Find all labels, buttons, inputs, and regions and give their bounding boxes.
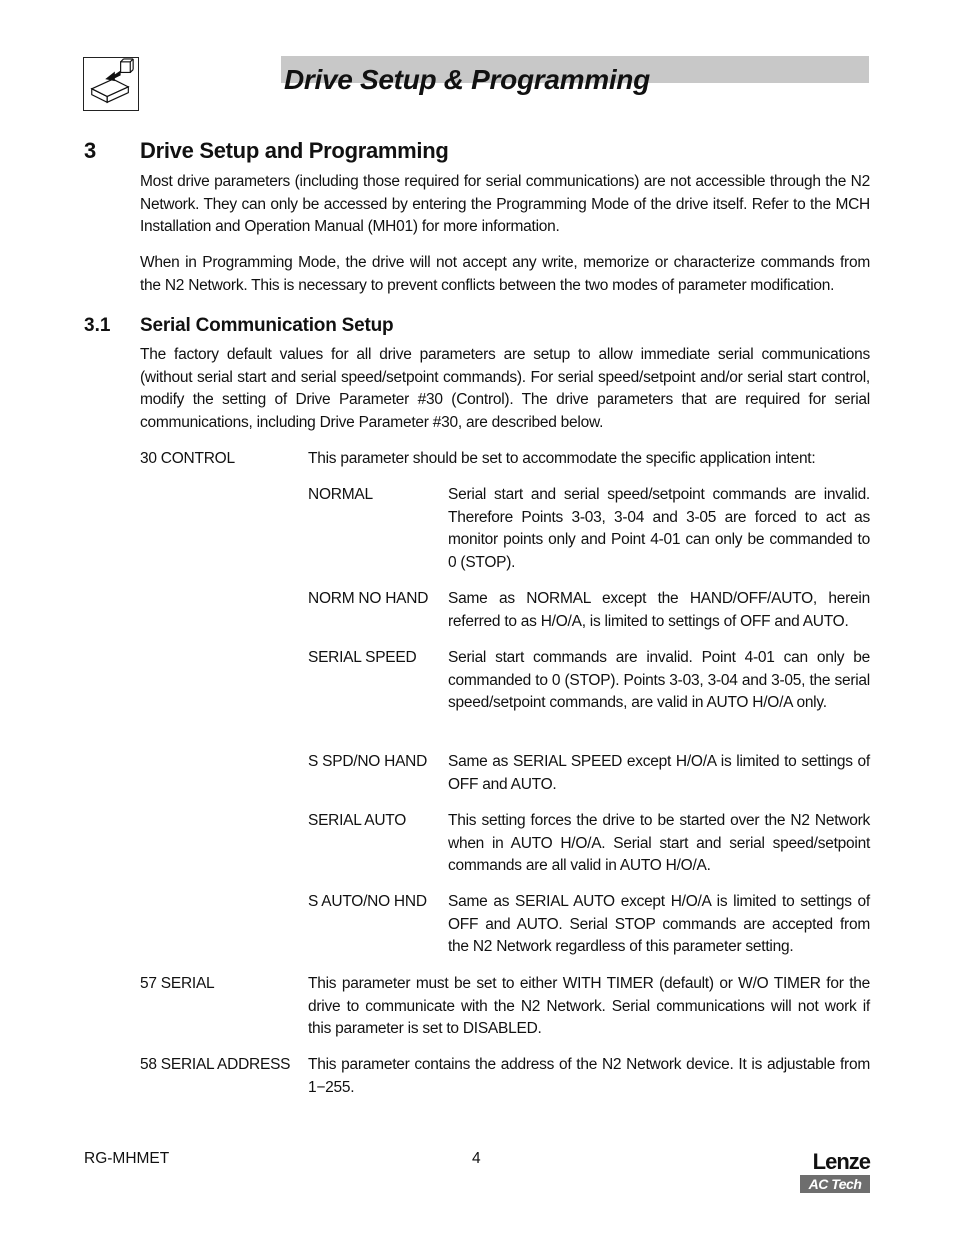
section-number: 3 xyxy=(84,138,97,163)
parameter-description: This parameter should be set to accommodate the specific application intent: xyxy=(308,450,816,467)
programming-manual-icon xyxy=(83,57,139,111)
option-description: Same as SERIAL AUTO except H/O/A is limited to settings of OFF and AUTO. Serial STOP commands are accepted from the N2 Network regardless of this parameter setting. xyxy=(448,893,870,956)
parameter-description: This parameter contains the address of the N2 Network device. It is adjustable from 1−255. xyxy=(308,1056,870,1096)
parameter-name: 58 SERIAL ADDRESS xyxy=(140,1056,291,1073)
option-description: This setting forces the drive to be started over the N2 Network when in AUTO H/O/A. Serial start and serial speed/setpoint commands are all valid in AUTO H/O/A. xyxy=(448,812,870,875)
section-title: Drive Setup and Programming xyxy=(140,138,449,163)
document-id: RG-MHMET xyxy=(84,1150,170,1167)
option-name: SERIAL SPEED xyxy=(308,649,417,666)
subsection-paragraph: The factory default values for all drive parameters are setup to allow immediate serial communications (without serial start and serial speed/setpoint commands). For serial speed/setpoint and/or serial start control, modify the setting of Drive Parameter #30 (Control). The drive parameters that are required for serial communications, including Drive Parameter #30, are described below. xyxy=(140,346,870,431)
option-name: NORM NO HAND xyxy=(308,590,429,607)
option-description: Same as SERIAL SPEED except H/O/A is limited to settings of OFF and AUTO. xyxy=(448,753,870,793)
page-header-title: Drive Setup & Programming xyxy=(284,64,650,95)
option-name: S SPD/NO HAND xyxy=(308,753,428,770)
section-paragraph-1: Most drive parameters (including those required for serial communications) are not accessible through the N2 Network. They can only be accessed by entering the Programming Mode of the drive itself. Refer to the MCH Installation and Operation Manual (MH01) for more information. xyxy=(140,173,870,236)
logo-subbrand: AC Tech xyxy=(800,1175,870,1193)
parameter-name: 30 CONTROL xyxy=(140,450,235,467)
option-name: S AUTO/NO HND xyxy=(308,893,427,910)
lenze-logo xyxy=(800,1150,870,1193)
subsection-title: Serial Communication Setup xyxy=(140,315,394,336)
section-paragraph-2: When in Programming Mode, the drive will not accept any write, memorize or characterize commands from the N2 Network. This is necessary to prevent conflicts between the two modes of parameter modification. xyxy=(140,254,870,294)
option-name: SERIAL AUTO xyxy=(308,812,407,829)
option-description: Serial start and serial speed/setpoint commands are invalid. Therefore Points 3-03, 3-04 and 3-05 are forced to act as monitor points only and Point 4-01 can only be commanded to 0 (STOP). xyxy=(448,486,870,571)
page-number: 4 xyxy=(472,1150,481,1167)
subsection-number: 3.1 xyxy=(84,315,111,336)
parameter-description: This parameter must be set to either WITH TIMER (default) or W/O TIMER for the drive to communicate with the N2 Network. Serial communications will not work if this parameter is set to DISABLED. xyxy=(308,975,870,1038)
option-description: Same as NORMAL except the HAND/OFF/AUTO, herein referred to as H/O/A, is limited to settings of OFF and AUTO. xyxy=(448,590,870,630)
option-description: Serial start commands are invalid. Point 4-01 can only be commanded to 0 (STOP). Points 3-03, 3-04 and 3-05, the serial speed/setpoint commands, are valid in AUTO H/O/A only. xyxy=(448,649,870,712)
option-name: NORMAL xyxy=(308,486,373,503)
logo-wordmark: Lenze xyxy=(812,1149,870,1174)
parameter-name: 57 SERIAL xyxy=(140,975,215,992)
